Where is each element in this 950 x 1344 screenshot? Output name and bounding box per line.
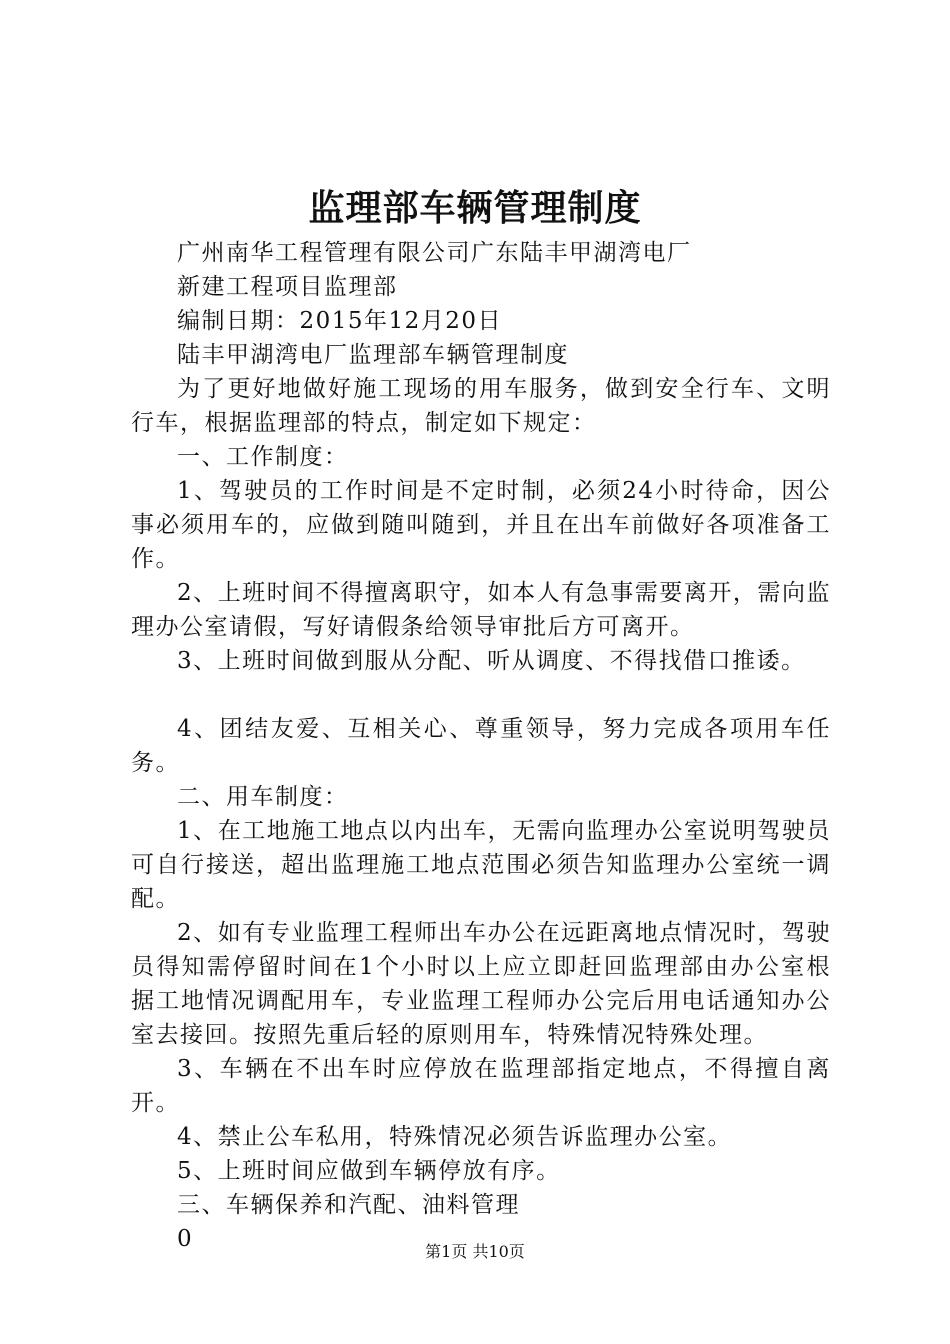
document-body [131, 236, 831, 1256]
department-line: 新建工程项目监理部 [177, 274, 398, 300]
document-title: 监理部车辆管理制度 [308, 187, 642, 229]
section-2-heading: 二、用车制度： [177, 784, 349, 810]
section-1-item: 2、上班时间不得擅离职守，如本人有急事需要离开，需向监理办公室请假，写好请假条给领导审批后方可离开。 [131, 580, 831, 640]
page-footer: 第1页 共10页 [425, 1242, 525, 1261]
section-3-heading: 三、车辆保养和汽配、油料管理 [177, 1192, 520, 1218]
date-line: 编制日期：2015年12月20日 [177, 308, 503, 334]
section-2-item: 5、上班时间应做到车辆停放有序。 [177, 1158, 561, 1184]
intro-paragraph: 为了更好地做好施工现场的用车服务，做到安全行车、文明行车，根据监理部的特点，制定如下规定： [131, 376, 831, 436]
section-2-item: 4、禁止公车私用，特殊情况必须告诉监理办公室。 [177, 1124, 733, 1150]
section-2-item: 3、车辆在不出车时应停放在监理部指定地点，不得擅自离开。 [131, 1056, 831, 1116]
section-1-item: 3、上班时间做到服从分配、听从调度、不得找借口推诿。 [177, 648, 806, 674]
section-1-heading: 一、工作制度： [177, 444, 349, 470]
section-1-item: 4、团结友爱、互相关心、尊重领导，努力完成各项用车任务。 [131, 716, 831, 776]
section-2-item: 1、在工地施工地点以内出车，无需向监理办公室说明驾驶员可自行接送，超出监理施工地点范围必须告知监理办公室统一调配。 [131, 818, 831, 912]
section-1-item: 1、驾驶员的工作时间是不定时制，必须24小时待命，因公事必须用车的，应做到随叫随到，并且在出车前做好各项准备工作。 [131, 478, 831, 572]
section-2-item: 2、如有专业监理工程师出车办公在远距离地点情况时，驾驶员得知需停留时间在1个小时以上应立即赶回监理部由办公室根据工地情况调配用车，专业监理工程师办公完后用电话通知办公室去接回。按照先重后轻的原则用车，特殊情况特殊处理。 [131, 920, 831, 1048]
company-line: 广州南华工程管理有限公司广东陆丰甲湖湾电厂 [177, 240, 692, 266]
section-3-trailing-text: 0 [177, 1226, 194, 1252]
blank-line [131, 678, 831, 712]
subtitle-line: 陆丰甲湖湾电厂监理部车辆管理制度 [177, 342, 569, 368]
